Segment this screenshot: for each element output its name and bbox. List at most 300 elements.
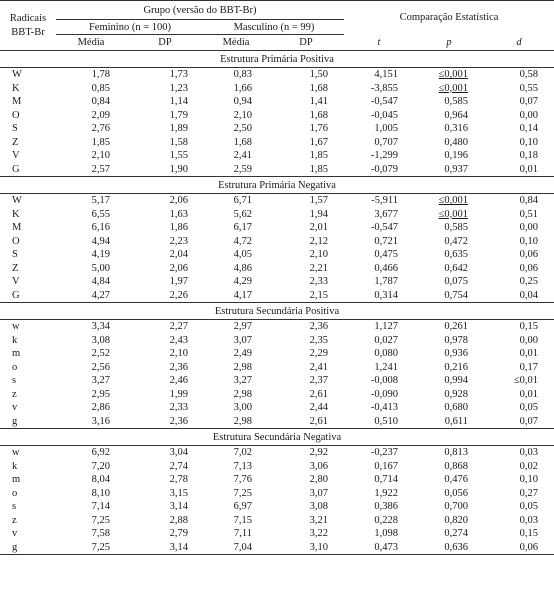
- cell-d: 0,06: [484, 541, 554, 555]
- cell-fem-media: 4,19: [91, 249, 110, 261]
- cell-fem-media: 6,92: [91, 447, 110, 459]
- cell-masc-dp: 1,67: [309, 136, 328, 148]
- cell-masc-media: 4,86: [233, 262, 252, 274]
- cell-radical: g: [12, 415, 18, 427]
- table-row: [0, 487, 554, 501]
- cell-p: 0,642: [444, 262, 468, 274]
- cell-d: 0,51: [519, 208, 539, 220]
- cell-t: 0,466: [374, 262, 398, 274]
- cell-p: 0,476: [444, 474, 468, 486]
- cell-masc-dp: 1,76: [309, 123, 328, 135]
- cell-d: 0,10: [519, 136, 539, 148]
- table-row: [0, 446, 554, 460]
- cell-d: 0,00: [519, 109, 539, 121]
- cell-d: 0,05: [519, 402, 539, 414]
- cell-t: 1,098: [374, 528, 398, 540]
- cell-t: 1,241: [374, 361, 398, 373]
- table-row: [0, 68, 554, 82]
- cell-radical: m: [12, 474, 21, 486]
- cell-fem-dp: 3,14: [169, 501, 188, 513]
- cell-masc-dp: 3,07: [309, 487, 328, 499]
- cell-fem-media: 8,10: [91, 487, 110, 499]
- cell-masc-media: 6,17: [233, 222, 252, 234]
- cell-masc-dp: 2,61: [309, 388, 328, 400]
- cell-fem-media: 2,09: [91, 109, 110, 121]
- cell-p: 0,472: [444, 235, 468, 247]
- cell-radical: w: [12, 321, 20, 333]
- header-masc-dp: DP: [268, 35, 344, 51]
- cell-fem-media: 8,04: [91, 474, 110, 486]
- cell-d: 0,00: [519, 222, 539, 234]
- cell-masc-dp: 3,10: [268, 541, 344, 555]
- cell-fem-dp: 2,06: [169, 195, 188, 207]
- cell-masc-dp: 2,41: [309, 361, 328, 373]
- cell-t: -0,547: [370, 222, 398, 234]
- cell-fem-media: 3,34: [91, 321, 110, 333]
- cell-fem-media: 5,17: [91, 195, 110, 207]
- cell-fem-dp: 1,58: [169, 136, 188, 148]
- table-row: [0, 401, 554, 415]
- cell-t: -5,911: [371, 195, 398, 207]
- cell-masc-media: 2,98: [233, 361, 252, 373]
- cell-masc-media: 4,72: [233, 235, 252, 247]
- cell-fem-media: 2,52: [91, 348, 110, 360]
- cell-fem-dp: 2,46: [169, 375, 188, 387]
- cell-radical: z: [12, 514, 17, 526]
- cell-p: 0,261: [444, 321, 468, 333]
- table-row: [0, 275, 554, 289]
- cell-radical: s: [12, 375, 17, 387]
- cell-fem-dp: 1,99: [169, 388, 188, 400]
- cell-fem-dp: 3,15: [169, 487, 188, 499]
- cell-masc-media: 0,83: [233, 69, 252, 81]
- cell-d: ≤0,01: [513, 375, 539, 387]
- cell-fem-media: 7,20: [91, 460, 110, 472]
- cell-fem-media: 2,57: [91, 163, 110, 175]
- cell-fem-media: 2,56: [91, 361, 110, 373]
- cell-fem-media: 2,95: [91, 388, 110, 400]
- table-row: [0, 109, 554, 123]
- cell-fem-media: 2,76: [91, 123, 110, 135]
- cell-fem-dp: 1,63: [169, 208, 188, 220]
- cell-masc-media: 2,10: [233, 109, 252, 121]
- cell-d: 0,15: [519, 321, 539, 333]
- cell-radical: V: [12, 150, 20, 162]
- section-title: Estrutura Primária Positiva: [0, 51, 554, 68]
- section-header: [0, 303, 554, 320]
- cell-fem-media: 7,58: [91, 528, 110, 540]
- cell-radical: W: [12, 69, 22, 81]
- cell-masc-dp: 1,85: [309, 150, 328, 162]
- cell-t: 0,314: [374, 289, 398, 301]
- section-title: Estrutura Secundária Negativa: [0, 429, 554, 446]
- header-fem-dp: DP: [126, 35, 204, 51]
- cell-p: 0,680: [444, 402, 468, 414]
- cell-fem-media: 3,08: [91, 334, 110, 346]
- cell-masc-dp: 2,01: [309, 222, 328, 234]
- cell-masc-media: 0,94: [233, 96, 252, 108]
- cell-radical: K: [12, 82, 20, 94]
- cell-fem-media: 3,16: [91, 415, 110, 427]
- cell-t: -0,547: [370, 96, 398, 108]
- cell-d: 0,04: [519, 289, 539, 301]
- cell-p: 0,754: [444, 289, 468, 301]
- cell-masc-dp: 2,44: [309, 402, 328, 414]
- header-p: p: [414, 35, 484, 51]
- table-row: [0, 194, 554, 208]
- cell-p: 0,611: [444, 415, 468, 427]
- cell-fem-dp: 2,04: [169, 249, 188, 261]
- cell-masc-media: 2,50: [233, 123, 252, 135]
- cell-masc-dp: 2,12: [309, 235, 328, 247]
- cell-d: 0,58: [519, 69, 539, 81]
- cell-p: ≤0,001: [438, 69, 468, 81]
- cell-masc-dp: 1,57: [309, 195, 328, 207]
- cell-t: 0,714: [374, 474, 398, 486]
- cell-radical: G: [12, 289, 20, 301]
- table-row: [0, 527, 554, 541]
- cell-masc-dp: 1,85: [309, 163, 328, 175]
- cell-fem-dp: 2,33: [169, 402, 188, 414]
- cell-p: 0,056: [444, 487, 468, 499]
- cell-masc-media: 3,27: [233, 375, 252, 387]
- header-d: d: [484, 35, 554, 51]
- cell-d: 0,01: [519, 348, 539, 360]
- cell-radical: g: [0, 541, 56, 555]
- cell-radical: s: [12, 501, 17, 513]
- cell-t: 3,677: [374, 208, 398, 220]
- cell-radical: K: [12, 208, 20, 220]
- table-row: [0, 136, 554, 150]
- cell-masc-dp: 2,15: [309, 289, 328, 301]
- cell-d: 0,06: [519, 249, 539, 261]
- cell-masc-media: 2,59: [233, 163, 252, 175]
- table-row: [0, 388, 554, 402]
- table-row: [0, 163, 554, 177]
- table-row: [0, 95, 554, 109]
- cell-t: 4,151: [374, 69, 398, 81]
- cell-masc-dp: 2,61: [309, 415, 328, 427]
- header-t: t: [344, 35, 414, 51]
- cell-fem-media: 4,27: [91, 289, 110, 301]
- cell-d: 0,07: [519, 415, 539, 427]
- table-row: [0, 361, 554, 375]
- cell-masc-dp: 1,94: [309, 208, 328, 220]
- section-header: [0, 51, 554, 68]
- cell-masc-media: 1,66: [233, 82, 252, 94]
- cell-d: 0,01: [519, 388, 539, 400]
- cell-d: 0,03: [519, 514, 539, 526]
- cell-p: 0,075: [444, 276, 468, 288]
- cell-t: 1,787: [374, 276, 398, 288]
- cell-t: 0,707: [374, 136, 398, 148]
- cell-fem-media: 2,10: [91, 150, 110, 162]
- table-row: [0, 262, 554, 276]
- cell-masc-dp: 2,33: [309, 276, 328, 288]
- cell-fem-dp: 2,06: [169, 262, 188, 274]
- cell-fem-media: 0,84: [91, 96, 110, 108]
- cell-t: -3,855: [370, 82, 398, 94]
- cell-radical: Z: [12, 136, 19, 148]
- header-feminino: Feminino (n = 100): [56, 20, 204, 35]
- table-row: [0, 347, 554, 361]
- cell-d: 0,01: [519, 163, 539, 175]
- cell-t: 0,027: [374, 334, 398, 346]
- table-row: [0, 248, 554, 262]
- cell-t: -0,413: [370, 402, 398, 414]
- table-row: [0, 374, 554, 388]
- cell-masc-media: 7,02: [233, 447, 252, 459]
- cell-d: 0,00: [519, 334, 539, 346]
- cell-masc-media: 2,49: [233, 348, 252, 360]
- cell-masc-dp: 1,68: [309, 82, 328, 94]
- cell-fem-dp: 1,55: [169, 150, 188, 162]
- cell-radical: S: [12, 123, 18, 135]
- cell-fem-dp: 1,14: [169, 96, 188, 108]
- cell-fem-media: 6,55: [91, 208, 110, 220]
- cell-radical: W: [12, 195, 22, 207]
- table-row: [0, 334, 554, 348]
- cell-radical: M: [12, 96, 22, 108]
- cell-radical: o: [12, 361, 18, 373]
- cell-masc-media: 2,97: [233, 321, 252, 333]
- table-row: [0, 289, 554, 303]
- cell-d: 0,10: [519, 235, 539, 247]
- cell-masc-media: 3,00: [233, 402, 252, 414]
- cell-fem-dp: 3,04: [169, 447, 188, 459]
- cell-radical: Z: [12, 262, 19, 274]
- cell-t: 0,473: [344, 541, 414, 555]
- cell-radical: v: [12, 528, 18, 540]
- cell-p: 0,585: [444, 222, 468, 234]
- cell-t: 0,386: [374, 501, 398, 513]
- cell-p: 0,964: [444, 109, 468, 121]
- cell-masc-media: 7,15: [233, 514, 252, 526]
- cell-d: 0,02: [519, 460, 539, 472]
- cell-masc-dp: 2,37: [309, 375, 328, 387]
- cell-masc-media: 7,13: [233, 460, 252, 472]
- cell-fem-dp: 2,78: [169, 474, 188, 486]
- cell-d: 0,18: [519, 150, 539, 162]
- cell-masc-dp: 3,22: [309, 528, 328, 540]
- table-row: [0, 514, 554, 528]
- cell-fem-dp: 2,23: [169, 235, 188, 247]
- cell-masc-media: 7,76: [233, 474, 252, 486]
- section-header: [0, 177, 554, 194]
- cell-masc-media: 1,68: [233, 136, 252, 148]
- cell-fem-dp: 1,79: [169, 109, 188, 121]
- cell-masc-dp: 2,21: [309, 262, 328, 274]
- cell-t: 0,080: [374, 348, 398, 360]
- cell-radical: o: [12, 487, 18, 499]
- cell-p: 0,700: [444, 501, 468, 513]
- cell-fem-media: 7,25: [56, 541, 126, 555]
- cell-masc-dp: 2,36: [309, 321, 328, 333]
- cell-masc-media: 6,71: [233, 195, 252, 207]
- cell-masc-media: 6,97: [233, 501, 252, 513]
- cell-radical: v: [12, 402, 18, 414]
- cell-masc-dp: 2,35: [309, 334, 328, 346]
- cell-fem-dp: 1,90: [169, 163, 188, 175]
- cell-p: 0,868: [444, 460, 468, 472]
- table-row: [0, 541, 554, 555]
- cell-p: 0,820: [444, 514, 468, 526]
- table-row: [0, 473, 554, 487]
- cell-fem-dp: 1,23: [169, 82, 188, 94]
- cell-p: 0,274: [444, 528, 468, 540]
- cell-fem-media: 5,00: [91, 262, 110, 274]
- cell-masc-media: 4,17: [233, 289, 252, 301]
- cell-masc-dp: 3,21: [309, 514, 328, 526]
- cell-masc-dp: 1,68: [309, 109, 328, 121]
- cell-masc-media: 2,98: [233, 415, 252, 427]
- cell-masc-media: 7,25: [233, 487, 252, 499]
- table-header: [0, 1, 554, 51]
- table-row: [0, 122, 554, 136]
- cell-p: 0,936: [444, 348, 468, 360]
- cell-fem-media: 7,25: [91, 514, 110, 526]
- cell-d: 0,14: [519, 123, 539, 135]
- cell-masc-dp: 2,92: [309, 447, 328, 459]
- cell-p: 0,585: [444, 96, 468, 108]
- cell-d: 0,03: [519, 447, 539, 459]
- cell-radical: O: [12, 235, 20, 247]
- table-row: [0, 149, 554, 163]
- cell-masc-media: 4,05: [233, 249, 252, 261]
- cell-d: 0,55: [519, 82, 539, 94]
- cell-fem-dp: 1,73: [169, 69, 188, 81]
- table-row: [0, 460, 554, 474]
- cell-t: -0,008: [370, 375, 398, 387]
- cell-fem-media: 1,85: [91, 136, 110, 148]
- table-row: [0, 82, 554, 96]
- cell-d: 0,05: [519, 501, 539, 513]
- cell-t: 0,475: [374, 249, 398, 261]
- cell-fem-dp: 1,86: [169, 222, 188, 234]
- cell-masc-media: 2,98: [233, 388, 252, 400]
- cell-t: 1,127: [374, 321, 398, 333]
- cell-radical: M: [12, 222, 22, 234]
- cell-p: 0,813: [444, 447, 468, 459]
- header-masculino: Masculino (n = 99): [204, 20, 344, 35]
- cell-masc-media: 2,41: [233, 150, 252, 162]
- cell-radical: V: [12, 276, 20, 288]
- cell-fem-dp: 2,79: [169, 528, 188, 540]
- cell-fem-dp: 1,89: [169, 123, 188, 135]
- cell-radical: k: [12, 334, 18, 346]
- header-comparacao: Comparação Estatística: [344, 1, 554, 35]
- cell-d: 0,15: [519, 528, 539, 540]
- cell-radical: k: [12, 460, 18, 472]
- cell-fem-dp: 2,43: [169, 334, 188, 346]
- cell-p: 0,216: [444, 361, 468, 373]
- cell-masc-dp: 3,08: [309, 501, 328, 513]
- cell-p: 0,316: [444, 123, 468, 135]
- cell-p: 0,978: [444, 334, 468, 346]
- cell-fem-dp: 1,97: [169, 276, 188, 288]
- cell-t: 1,005: [374, 123, 398, 135]
- cell-masc-dp: 2,80: [309, 474, 328, 486]
- cell-masc-media: 7,11: [234, 528, 252, 540]
- cell-fem-dp: 2,26: [169, 289, 188, 301]
- cell-t: -0,079: [370, 163, 398, 175]
- cell-p: 0,994: [444, 375, 468, 387]
- cell-masc-dp: 2,10: [309, 249, 328, 261]
- cell-p: ≤0,001: [438, 208, 468, 220]
- cell-p: 0,937: [444, 163, 468, 175]
- cell-d: 0,07: [519, 96, 539, 108]
- cell-radical: G: [12, 163, 20, 175]
- table-row: [0, 500, 554, 514]
- cell-p: ≤0,001: [438, 195, 468, 207]
- cell-t: 0,167: [374, 460, 398, 472]
- section-header: [0, 429, 554, 446]
- cell-masc-media: 7,04: [204, 541, 268, 555]
- cell-fem-media: 0,85: [91, 82, 110, 94]
- cell-fem-media: 2,86: [91, 402, 110, 414]
- cell-t: -1,299: [370, 150, 398, 162]
- cell-p: 0,196: [444, 150, 468, 162]
- cell-masc-dp: 1,41: [309, 96, 328, 108]
- cell-d: 0,84: [519, 195, 539, 207]
- cell-d: 0,06: [519, 262, 539, 274]
- cell-t: -0,045: [370, 109, 398, 121]
- cell-fem-media: 7,14: [91, 501, 110, 513]
- cell-d: 0,27: [519, 487, 539, 499]
- cell-fem-media: 4,84: [91, 276, 110, 288]
- table-body: [0, 51, 554, 555]
- cell-radical: w: [12, 447, 20, 459]
- cell-radical: z: [12, 388, 17, 400]
- table-row: [0, 415, 554, 429]
- cell-masc-media: 4,29: [233, 276, 252, 288]
- cell-masc-media: 3,07: [233, 334, 252, 346]
- cell-d: 0,17: [519, 361, 539, 373]
- cell-p: 0,635: [444, 249, 468, 261]
- cell-masc-media: 5,62: [233, 208, 252, 220]
- cell-masc-dp: 3,06: [309, 460, 328, 472]
- cell-radical: S: [12, 249, 18, 261]
- header-grupo: Grupo (versão do BBT-Br): [56, 1, 344, 20]
- cell-radical: O: [12, 109, 20, 121]
- section-title: Estrutura Primária Negativa: [0, 177, 554, 194]
- cell-p: 0,480: [444, 136, 468, 148]
- cell-fem-dp: 2,27: [169, 321, 188, 333]
- cell-t: 0,721: [374, 235, 398, 247]
- cell-fem-media: 4,94: [91, 235, 110, 247]
- cell-t: 0,228: [374, 514, 398, 526]
- header-masc-media: Média: [204, 35, 268, 51]
- cell-fem-dp: 2,10: [169, 348, 188, 360]
- cell-t: -0,237: [370, 447, 398, 459]
- cell-fem-dp: 2,88: [169, 514, 188, 526]
- cell-fem-dp: 2,36: [169, 415, 188, 427]
- table-row: [0, 320, 554, 334]
- cell-fem-dp: 2,74: [169, 460, 188, 472]
- cell-fem-media: 1,78: [91, 69, 110, 81]
- cell-radical: m: [12, 348, 21, 360]
- cell-p: 0,928: [444, 388, 468, 400]
- table-row: [0, 235, 554, 249]
- cell-fem-media: 3,27: [91, 375, 110, 387]
- header-fem-media: Média: [56, 35, 126, 51]
- header-radicais: Radicais BBT-Br: [0, 1, 56, 51]
- cell-p: 0,636: [414, 541, 484, 555]
- cell-p: ≤0,001: [438, 82, 468, 94]
- cell-t: 1,922: [374, 487, 398, 499]
- cell-d: 0,10: [519, 474, 539, 486]
- table-row: [0, 221, 554, 235]
